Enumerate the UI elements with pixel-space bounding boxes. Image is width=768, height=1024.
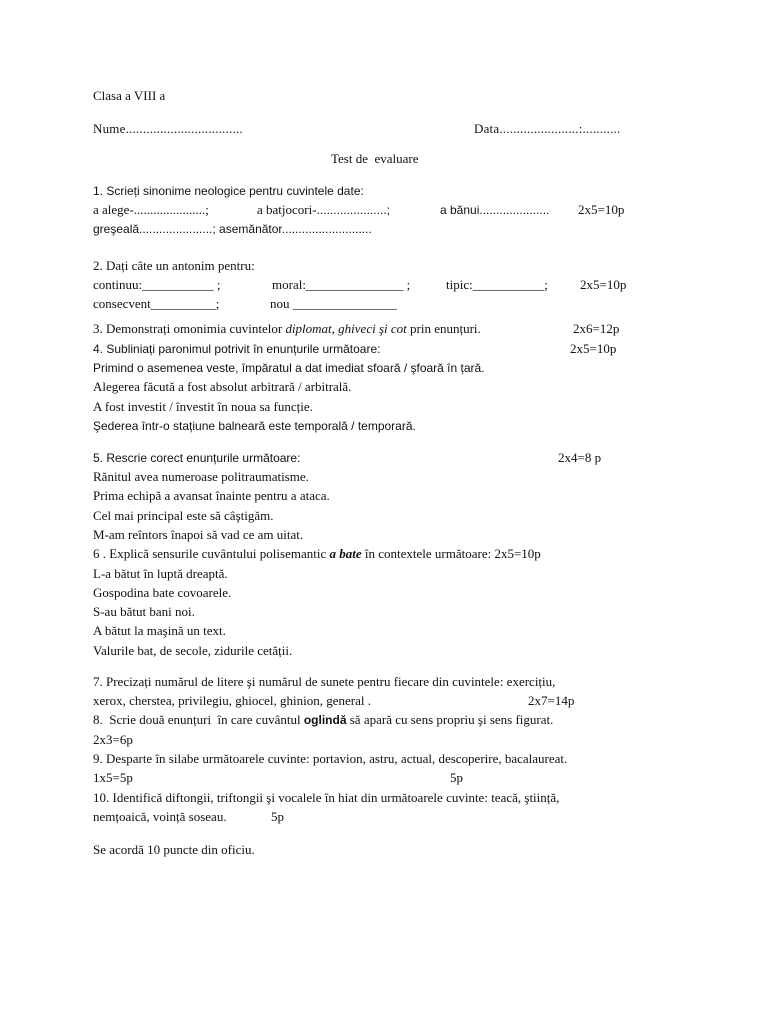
q6-sentence-1: L-a bătut în luptă dreaptă.	[93, 566, 228, 581]
q4-sentence-4: Şederea într-o stațiune balneară este temporală / temporară.	[93, 419, 416, 433]
q1-word-4: greşeală......................; asemănător...........................	[93, 222, 372, 236]
q5-sentence-3: Cel mai principal este să câştigăm.	[93, 508, 274, 523]
q2-score: 2x5=10p	[580, 277, 627, 292]
q4-sentence-1: Primind o asemenea veste, împăratul a dat imediat sfoară / şfoară în țară.	[93, 361, 485, 375]
q9-score-1: 1x5=5p	[93, 770, 133, 785]
date-field: Data.......................:...........	[474, 121, 621, 136]
q5-score: 2x4=8 p	[558, 450, 602, 465]
q6-sentence-3: S-au bătut bani noi.	[93, 604, 195, 619]
class-label: Clasa a VIII a	[93, 88, 166, 103]
q1-score: 2x5=10p	[578, 202, 625, 217]
q7-score: 2x7=14p	[528, 693, 575, 708]
q8-score: 2x3=6p	[93, 732, 133, 747]
question-7-line-1: 7. Precizați numărul de litere şi numărul de sunete pentru fiecare din cuvintele: exercițiu,	[93, 674, 556, 689]
q4-sentence-2: Alegerea făcută a fost absolut arbitrară / arbitrală.	[93, 379, 352, 394]
q9-score-2: 5p	[450, 770, 463, 785]
q2-word-3: tipic:___________;	[446, 277, 548, 292]
q4-score: 2x5=10p	[570, 341, 617, 356]
question-5-title: 5. Rescrie corect enunțurile următoare:	[93, 451, 301, 465]
q1-word-2: a batjocori-.....................;	[257, 202, 390, 217]
q2-word-5: nou ________________	[270, 296, 397, 311]
question-7-line-2: xerox, cherstea, privilegiu, ghiocel, ghinion, general .	[93, 693, 371, 708]
q6-sentence-5: Valurile bat, de secole, zidurile cetății.	[93, 643, 293, 658]
q2-word-4: consecvent__________;	[93, 296, 220, 311]
question-6: 6 . Explică sensurile cuvântului polisemantic a bate în contextele următoare: 2x5=10p	[93, 546, 541, 561]
q5-sentence-2: Prima echipă a avansat înainte pentru a ataca.	[93, 488, 330, 503]
question-4-title: 4. Subliniați paronimul potrivit în enunțurile următoare:	[93, 342, 381, 356]
footer-note: Se acordă 10 puncte din oficiu.	[93, 842, 255, 857]
q2-word-2: moral:_______________ ;	[272, 277, 411, 292]
q5-sentence-1: Rănitul avea numeroase politraumatisme.	[93, 469, 309, 484]
q2-word-1: continuu:___________ ;	[93, 277, 221, 292]
question-3: 3. Demonstrați omonimia cuvintelor diplomat, ghiveci şi cot prin enunțuri.	[93, 321, 481, 336]
q1-word-3: a bănui.....................	[440, 203, 550, 217]
q4-sentence-3: A fost investit / învestit în noua sa funcție.	[93, 399, 313, 414]
q5-sentence-4: M-am reîntors înapoi să vad ce am uitat.	[93, 527, 304, 542]
name-field: Nume..................................	[93, 121, 243, 136]
q10-score: 5p	[271, 809, 284, 824]
question-9: 9. Desparte în silabe următoarele cuvinte: portavion, astru, actual, descoperire, bacalaureat.	[93, 751, 568, 766]
question-1-title: 1. Scrieți sinonime neologice pentru cuvintele date:	[93, 184, 364, 198]
q6-sentence-4: A bătut la maşină un text.	[93, 623, 226, 638]
page-title: Test de evaluare	[331, 151, 419, 166]
q6-sentence-2: Gospodina bate covoarele.	[93, 585, 232, 600]
question-10-line-2: nemțoaică, voință soseau.	[93, 809, 227, 824]
question-2-title: 2. Dați câte un antonim pentru:	[93, 258, 255, 273]
q1-word-1: a alege-......................;	[93, 202, 209, 217]
q3-score: 2x6=12p	[573, 321, 620, 336]
question-8: 8. Scrie două enunțuri în care cuvântul oglindă să apară cu sens propriu şi sens figurat.	[93, 712, 554, 727]
question-10-line-1: 10. Identifică diftongii, triftongii şi vocalele în hiat din următoarele cuvinte: teacă, ştiință,	[93, 790, 560, 805]
